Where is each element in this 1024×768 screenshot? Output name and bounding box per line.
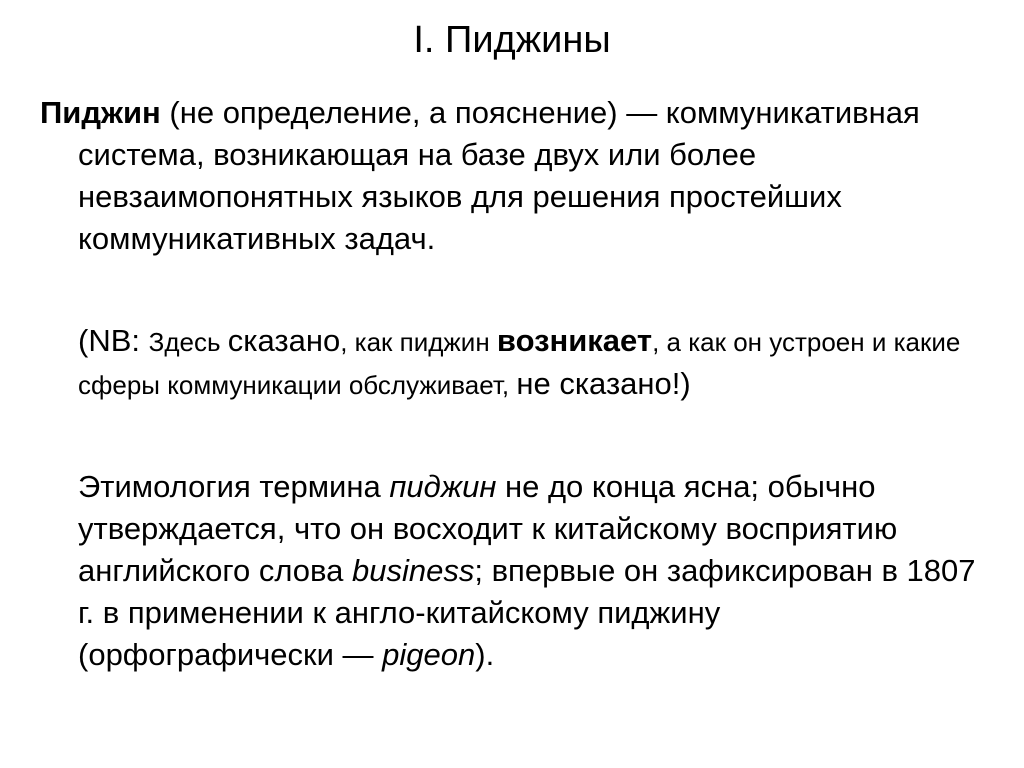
nb-text-4: , а как он устроен и какие сферы коммуникации обслуживает, bbox=[78, 327, 961, 400]
etymology-text-2: не до конца ясна; обычно утверждается, что он восходит к китайскому восприятию английского слова bbox=[78, 469, 898, 588]
etymology-term-pidgin: пиджин bbox=[389, 469, 497, 504]
etymology-paragraph bbox=[78, 466, 978, 676]
nb-text-2: сказано bbox=[227, 323, 341, 358]
etymology-term-pigeon: pigeon bbox=[382, 637, 476, 672]
nb-paragraph bbox=[78, 320, 978, 406]
nb-text-1: Здесь bbox=[148, 327, 228, 357]
nb-emphasis: возникает bbox=[496, 323, 653, 358]
etymology-text-1: Этимология термина bbox=[78, 469, 390, 504]
definition-text: (не определение, а пояснение) — коммуникативная система, возникающая на базе двух или более невзаимопонятных языков для решения простейших коммуникативных задач. bbox=[78, 95, 920, 256]
definition-term: Пиджин bbox=[40, 95, 161, 130]
nb-open: (NB: bbox=[78, 323, 149, 358]
etymology-text-3: ; впервые он зафиксирован в 1807 г. в применении к англо-китайскому пиджину (орфографически — bbox=[78, 553, 976, 672]
etymology-term-business: business bbox=[352, 553, 475, 588]
nb-close: не сказано!) bbox=[516, 366, 691, 401]
nb-text-3: , как пиджин bbox=[340, 327, 497, 357]
etymology-text-4: ). bbox=[475, 637, 495, 672]
slide-title: I. Пиджины bbox=[413, 19, 611, 61]
definition-paragraph bbox=[40, 92, 1018, 260]
